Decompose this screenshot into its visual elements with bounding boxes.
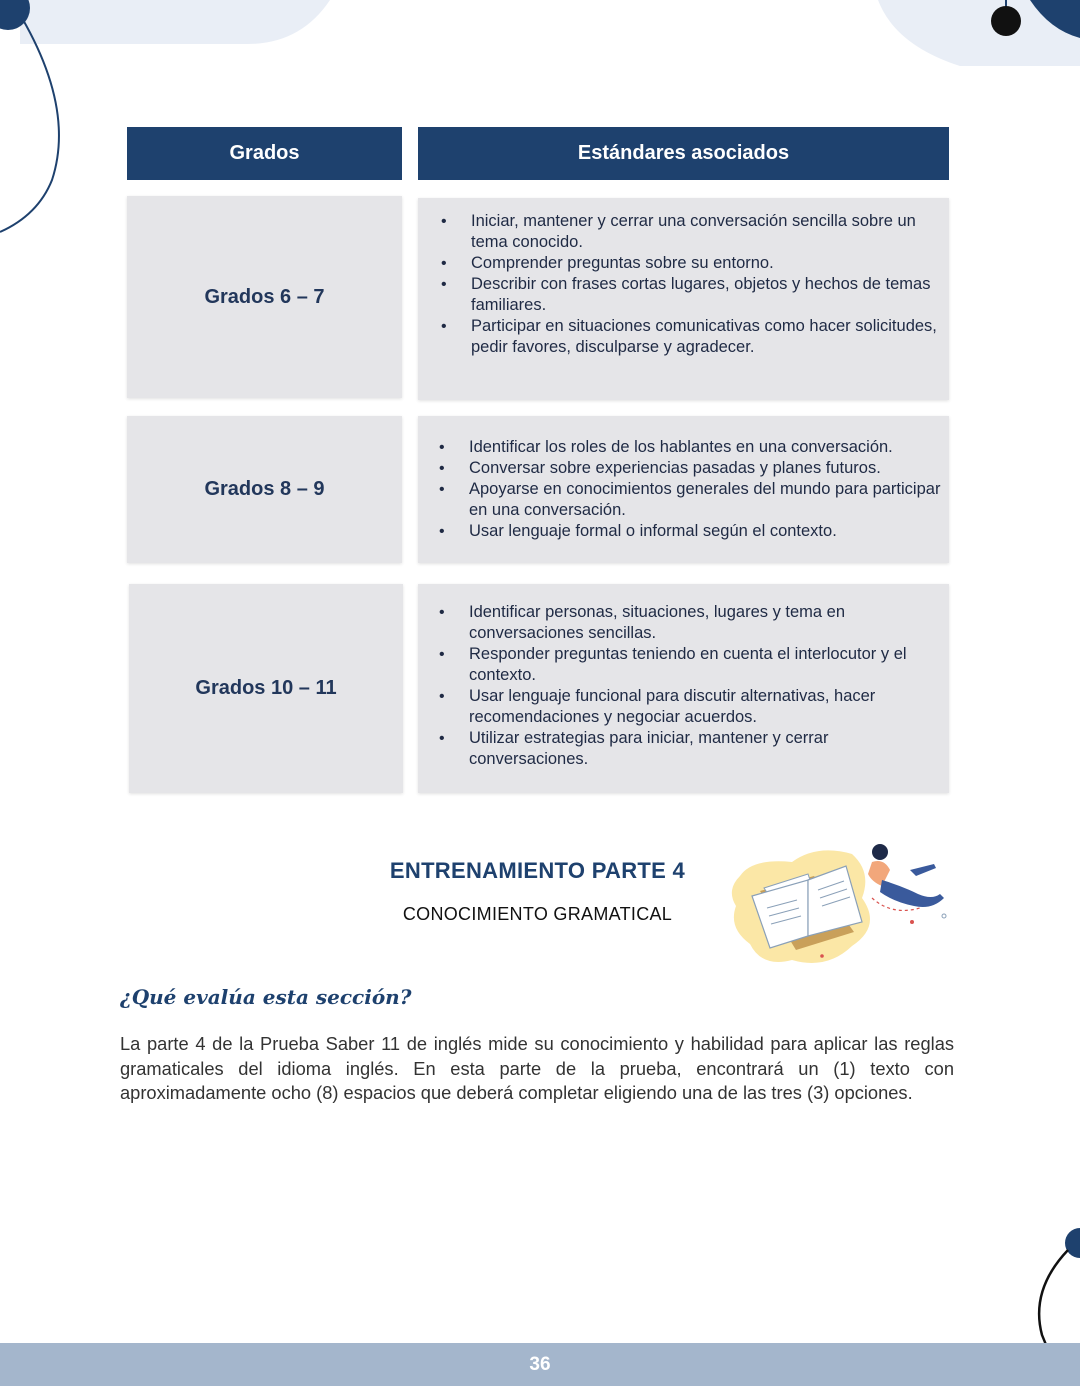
grade-cell: Grados 8 – 9	[127, 416, 402, 563]
list-item: • Utilizar estrategias para iniciar, mantener y cerrar conversaciones.	[469, 728, 944, 770]
standards-cell	[418, 198, 949, 400]
list-item: • Identificar personas, situaciones, lugares y tema en conversaciones sencillas.	[469, 602, 944, 644]
list-item: • Responder preguntas teniendo en cuenta el interlocutor y el contexto.	[469, 644, 944, 686]
list-item: • Describir con frases cortas lugares, objetos y hechos de temas familiares.	[471, 274, 941, 316]
list-item: • Usar lenguaje funcional para discutir alternativas, hacer recomendaciones y negociar acuerdos.	[469, 686, 944, 728]
page-number: 36	[529, 1353, 551, 1375]
list-item: • Identificar los roles de los hablantes en una conversación.	[469, 437, 944, 458]
list-item: • Conversar sobre experiencias pasadas y planes futuros.	[469, 458, 944, 479]
table-header-grades: Grados	[127, 127, 402, 180]
standards-cell	[418, 416, 949, 563]
list-item: • Usar lenguaje formal o informal según el contexto.	[469, 521, 944, 542]
section-subtitle: CONOCIMIENTO GRAMATICAL	[402, 904, 673, 924]
standards-list	[471, 211, 941, 358]
grade-cell: Grados 6 – 7	[127, 196, 402, 398]
page-footer	[0, 1343, 1080, 1386]
section-paragraph: La parte 4 de la Prueba Saber 11 de inglés mide su conocimiento y habilidad para aplicar las reglas gramaticales del idioma inglés. En esta parte de la prueba, encontrará un (1) texto con aproximadamente ocho (8) espacios que deberá completar eligiendo una de las tres (3) opciones.	[120, 1033, 954, 1103]
list-item: • Participar en situaciones comunicativas como hacer solicitudes, pedir favores, disculparse y agradecer.	[471, 316, 941, 358]
list-item: • Comprender preguntas sobre su entorno.	[471, 253, 941, 274]
reading-book-illustration	[722, 836, 952, 971]
section-question: ¿Qué evalúa esta sección?	[120, 985, 412, 1009]
standards-list	[469, 437, 944, 542]
standards-cell	[418, 584, 949, 793]
list-item: • Apoyarse en conocimientos generales del mundo para participar en una conversación.	[469, 479, 944, 521]
section-title: ENTRENAMIENTO PARTE 4	[389, 858, 686, 883]
table-header-standards: Estándares asociados	[418, 127, 949, 180]
standards-list	[469, 602, 944, 770]
list-item: • Iniciar, mantener y cerrar una conversación sencilla sobre un tema conocido.	[471, 211, 941, 253]
grade-cell: Grados 10 – 11	[129, 584, 403, 793]
